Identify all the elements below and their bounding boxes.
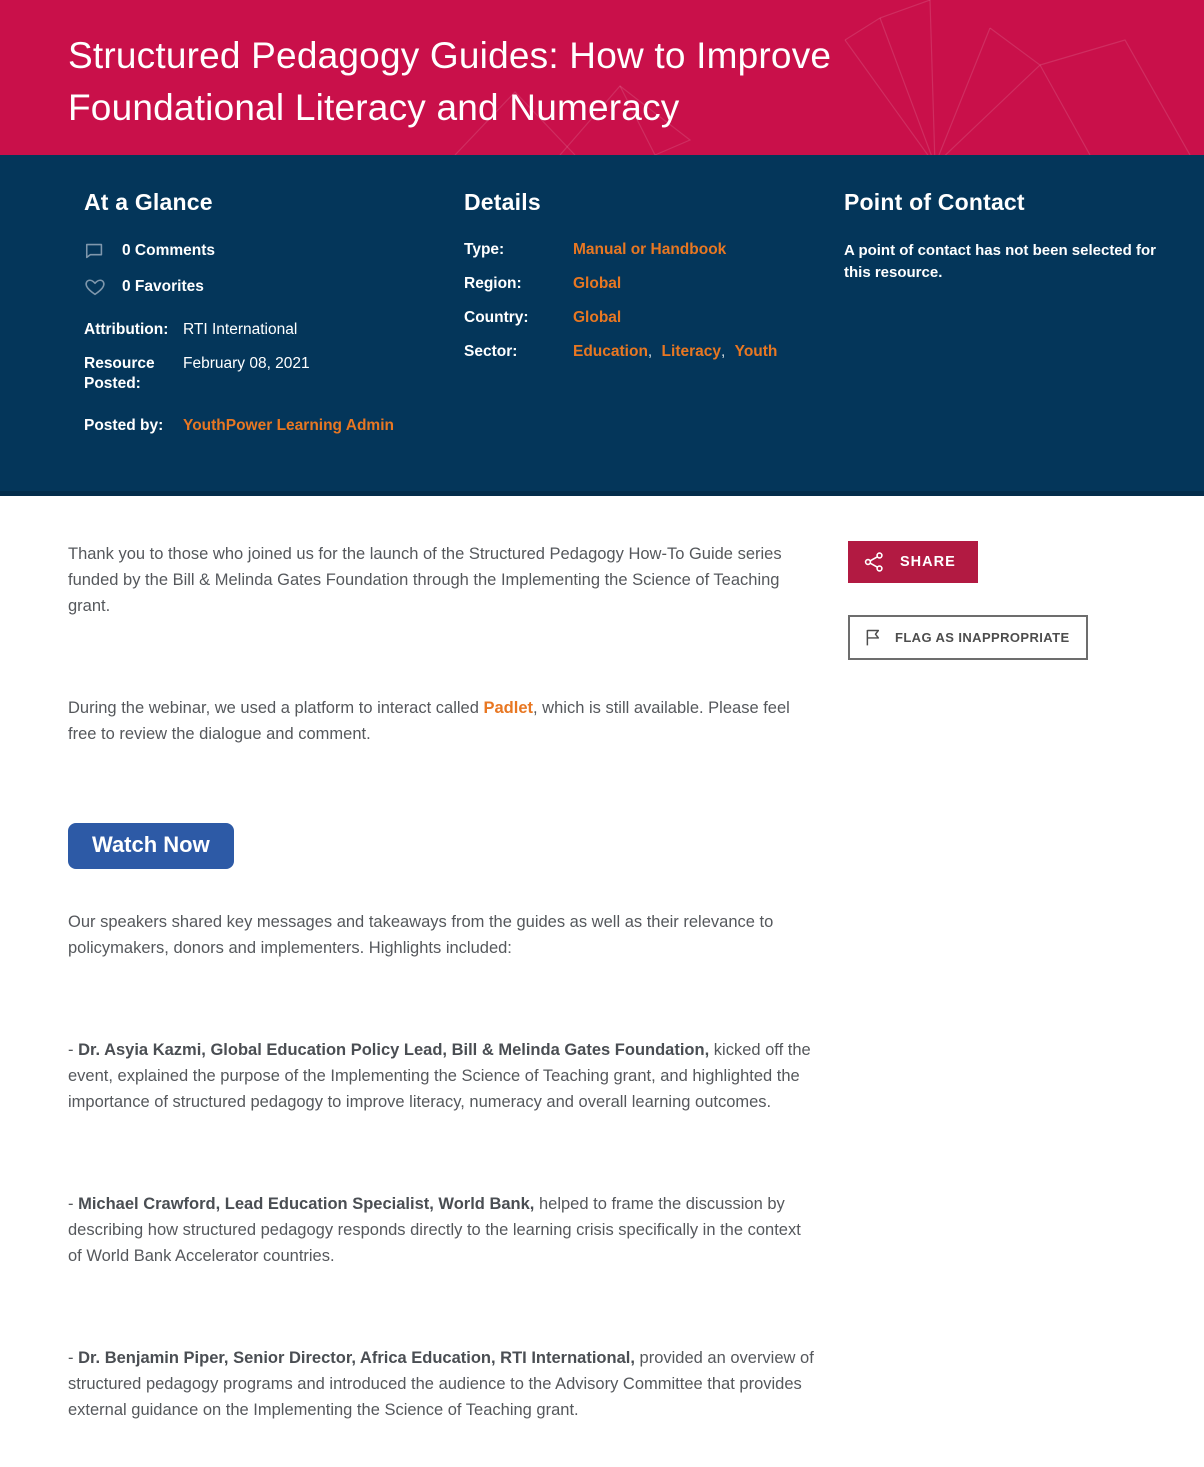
flag-inappropriate-button[interactable] (848, 615, 1088, 660)
share-icon (862, 550, 886, 574)
point-of-contact-heading: Point of Contact (844, 189, 1025, 215)
intro-paragraph: Thank you to those who joined us for the launch of the Structured Pedagogy How-To Guide series funded by the Bill & Melinda Gates Foundation through the Implementing the Science of Teaching grant. (68, 544, 782, 615)
posted-by-link[interactable]: YouthPower Learning Admin (183, 417, 394, 435)
sector-row (464, 342, 844, 362)
action-sidebar (848, 541, 1088, 1423)
share-button-label: SHARE (900, 553, 956, 570)
comments-stat (84, 240, 464, 262)
speaker-dash: - (68, 1348, 79, 1367)
at-a-glance-column (84, 189, 464, 451)
main-content (0, 496, 1204, 1467)
favorites-count: 0 Favorites (122, 278, 204, 295)
padlet-paragraph (68, 695, 814, 747)
region-label: Region: (464, 275, 522, 293)
speaker-name-crawford: Michael Crawford, Lead Education Specialist, World Bank, (78, 1194, 535, 1213)
sector-link-youth[interactable]: Youth (734, 343, 778, 361)
speaker-description-crawford: helped to frame the discussion by describing how structured pedagogy responds directly to the learning crisis specifically in the context of World Bank Accelerator countries. (68, 1194, 801, 1265)
speaker-paragraph-kazmi (68, 1037, 814, 1115)
hero-banner (0, 0, 1204, 155)
speaker-description-piper: provided an overview of structured pedagogy programs and introduced the audience to the Advisory Committee that provides external guidance on the Implementing the Science of Teaching grant. (68, 1348, 814, 1419)
share-button[interactable] (848, 541, 978, 583)
padlet-text-before: During the webinar, we used a platform to interact called (68, 698, 484, 717)
speaker-name-kazmi: Dr. Asyia Kazmi, Global Education Policy Lead, Bill & Melinda Gates Foundation, (78, 1040, 710, 1059)
posted-by-row (84, 416, 464, 436)
padlet-text-after: , which is still available. Please feel free to review the dialogue and comment. (68, 698, 790, 743)
speakers-intro-paragraph: Our speakers shared key messages and takeaways from the guides as well as their relevance to policymakers, donors and implementers. Highlights included: (68, 912, 774, 957)
comment-icon (84, 240, 106, 262)
type-row (464, 240, 844, 260)
speaker-dash: - (68, 1194, 79, 1213)
details-column (464, 189, 844, 451)
watch-now-wrapper (68, 823, 814, 869)
at-a-glance-heading: At a Glance (84, 189, 213, 215)
country-link[interactable]: Global (573, 309, 622, 327)
region-row (464, 274, 844, 294)
favorites-stat (84, 276, 464, 298)
attribution-row (84, 320, 464, 340)
point-of-contact-message: A point of contact has not been selected for this resource. (844, 242, 1156, 281)
comments-count: 0 Comments (122, 242, 216, 259)
region-link[interactable]: Global (573, 275, 622, 293)
padlet-link[interactable]: Padlet (483, 698, 534, 717)
speaker-paragraph-piper (68, 1345, 814, 1423)
sector-separator: , (647, 343, 653, 361)
resource-meta-band (0, 155, 1204, 496)
type-label: Type: (464, 241, 505, 258)
speaker-name-piper: Dr. Benjamin Piper, Senior Director, Africa Education, RTI International, (78, 1348, 635, 1367)
flag-button-label: FLAG AS INAPPROPRIATE (895, 629, 1070, 645)
details-heading: Details (464, 189, 541, 215)
type-link[interactable]: Manual or Handbook (573, 241, 727, 258)
attribution-value: RTI International (183, 321, 298, 338)
article-body (68, 541, 814, 1423)
sector-label: Sector: (464, 343, 518, 361)
page-title: Structured Pedagogy Guides: How to Improve Foundational Literacy and Numeracy (68, 35, 832, 128)
country-row (464, 308, 844, 328)
flag-icon (863, 627, 884, 648)
resource-posted-row (84, 354, 464, 394)
speaker-paragraph-crawford (68, 1191, 814, 1269)
heart-icon (84, 276, 106, 298)
sector-link-education[interactable]: Education (573, 343, 648, 361)
sector-separator: , (721, 343, 726, 361)
attribution-label: Attribution: (84, 321, 169, 338)
resource-posted-value: February 08, 2021 (183, 355, 310, 373)
sector-link-literacy[interactable]: Literacy (661, 343, 721, 361)
resource-posted-label: Resource Posted: (84, 355, 155, 393)
country-label: Country: (464, 309, 529, 327)
speaker-dash: - (68, 1040, 79, 1059)
posted-by-label: Posted by: (84, 417, 164, 435)
point-of-contact-column (844, 189, 1174, 451)
speaker-description-kazmi: kicked off the event, explained the purpose of the Implementing the Science of Teaching grant, and highlighted the importance of structured pedagogy to improve literacy, numeracy and overall learning outcomes. (68, 1040, 811, 1111)
watch-now-button[interactable]: Watch Now (68, 823, 234, 869)
